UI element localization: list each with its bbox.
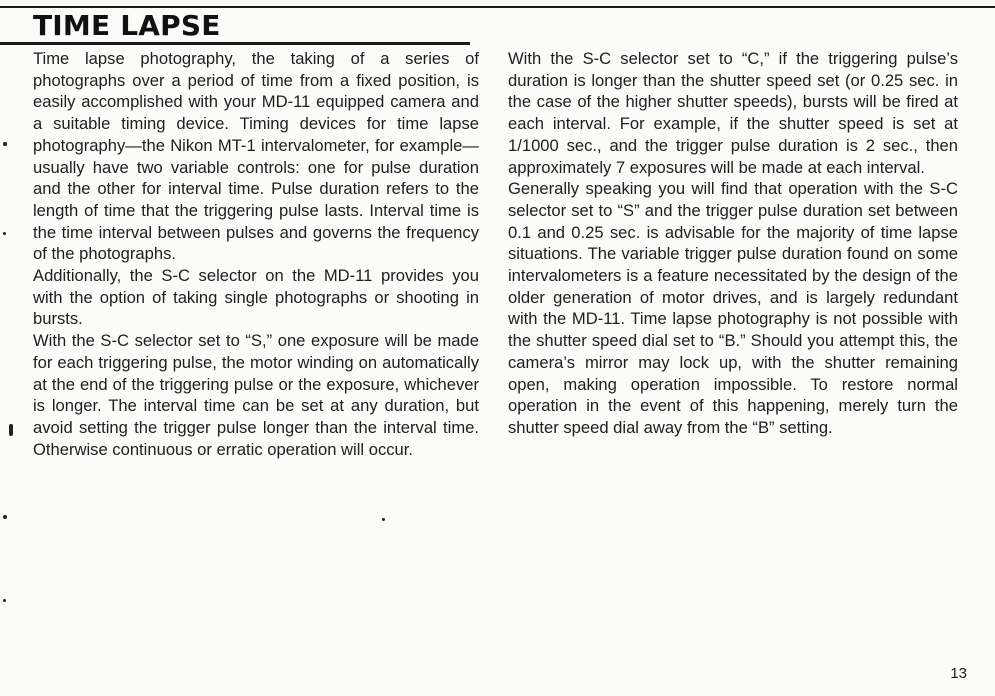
scan-speck (382, 518, 385, 521)
scan-speck (9, 424, 13, 436)
paragraph-c-setting: With the S-C selector set to “C,” if the triggering pulse’s duration is longer than the shutter speed set (or 0.25 sec. in the case of the higher shutter speeds), bursts will be fired at each interval. For example, if the shutter speed is set at 1/1000 sec., and the trigger pulse duration is 2 sec., then approximately 7 exposures will be made at each interval. (508, 49, 958, 177)
top-rule (0, 6, 995, 8)
scan-speck (3, 515, 7, 519)
title-underline (0, 42, 470, 45)
paragraph-intro: Time lapse photography, the taking of a series of photographs over a period of time from a fixed position, is easily accomplished with your MD-11 equipped camera and a suitable timing device. Timing devices for time lapse photography—the Nikon MT-1 intervalometer, for example—usually have two variable controls: one for pulse duration and the other for interval time. Pulse duration refers to the length of time that the triggering pulse lasts. Interval time is the time interval between pulses and governs the frequency of the photographs. (33, 49, 479, 264)
scan-speck (3, 142, 7, 146)
scan-speck (3, 232, 6, 235)
scan-speck (3, 599, 6, 602)
paragraph-s-setting: With the S-C selector set to “S,” one exposure will be made for each triggering pulse, the motor winding on automatically at the end of the triggering pulse or the exposure, whichever is longer. The interval time can be set at any duration, but avoid setting the trigger pulse longer than the interval time. Otherwise continuous or erratic operation will occur. (33, 331, 479, 459)
paragraph-sc-selector: Additionally, the S-C selector on the MD-11 provides you with the option of taking single photographs or shooting in bursts. (33, 266, 479, 329)
right-column (508, 48, 958, 439)
page-title: TIME LAPSE (33, 9, 221, 42)
paragraph-general-advice: Generally speaking you will find that operation with the S-C selector set to “S” and the trigger pulse duration set between 0.1 and 0.25 sec. is advisable for the majority of time lapse situations. The variable trigger pulse duration found on some intervalometers is a feature necessitated by the design of the older generation of motor drives, and is largely redundant with the MD-11. Time lapse photography is not possible with the shutter speed dial set to “B.” Should you attempt this, the camera’s mirror may lock up, with the shutter remaining open, making operation impossible. To restore normal operation in the event of this happening, merely turn the shutter speed dial away from the “B” setting. (508, 179, 958, 437)
page-number: 13 (950, 665, 967, 682)
left-column (33, 48, 479, 460)
